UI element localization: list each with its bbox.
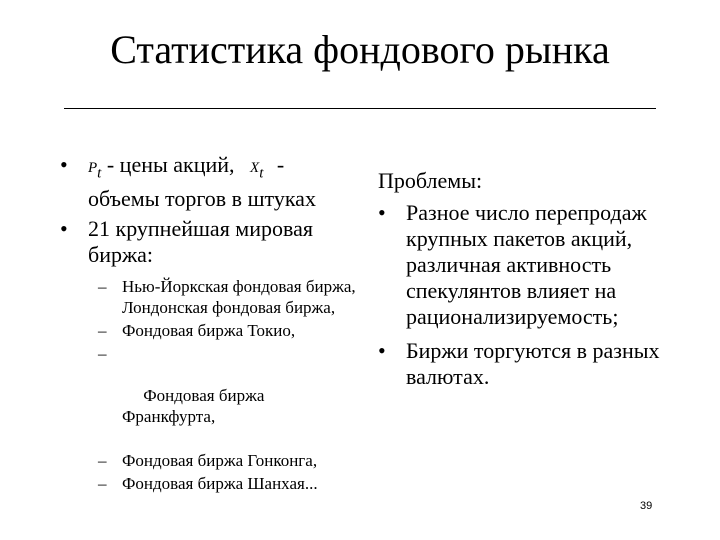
problem-text: Разное число перепродаж крупных пакетов акций, различная активность спекулянтов влияет на рационализируемость; [406, 200, 647, 329]
volume-symbol: $X_t$ [250, 160, 264, 182]
bullet-exchanges [60, 216, 360, 268]
problem-bullet-currencies [378, 338, 678, 390]
slide-title: Статистика фондового рынка [110, 27, 610, 72]
sub-item-hongkong [60, 450, 360, 471]
right-column [378, 168, 678, 390]
price-symbol: $P_t$ [88, 160, 102, 182]
problem-text: Биржи торгуются в разных валютах. [406, 338, 660, 389]
bullet-dot: • [60, 216, 68, 242]
volume-dash: - [276, 152, 285, 177]
title-divider [64, 108, 656, 109]
sub-dash: – [98, 344, 107, 364]
page-number: 39 [640, 500, 653, 512]
price-text: - цены акций, [106, 152, 235, 177]
sub-item-nyse-lse [60, 276, 360, 318]
exchanges-text: 21 крупнейшая мировая биржа: [88, 216, 313, 268]
sub-dash: – [98, 321, 107, 341]
problems-heading: Проблемы: [378, 168, 483, 193]
sub-item-shanghai [60, 473, 360, 494]
sub-item-frankfurt [60, 343, 360, 448]
sub-item-text: Фондовая биржа Токио, [122, 321, 296, 341]
left-column [60, 152, 360, 494]
sub-dash: – [98, 277, 107, 297]
sub-dash: – [98, 474, 107, 494]
sub-item-text: Фондовая биржа Шанхая... [122, 474, 318, 494]
sub-item-text: Нью-Йоркская фондовая биржа, Лондонская фондовая биржа, [122, 277, 356, 318]
bullet-dot: • [378, 338, 386, 363]
sub-item-text: Фондовая биржа Франкфурта, [122, 386, 269, 427]
bullet-dot: • [60, 152, 68, 177]
sub-dash: – [98, 451, 107, 471]
sub-item-text: Фондовая биржа Гонконга, [122, 451, 318, 471]
bullet-symbols [60, 152, 360, 212]
bullet-dot: • [378, 200, 386, 225]
sub-item-tokyo [60, 320, 360, 341]
volume-text: объемы торгов в штуках [88, 186, 316, 212]
problem-bullet-activity [378, 200, 678, 330]
